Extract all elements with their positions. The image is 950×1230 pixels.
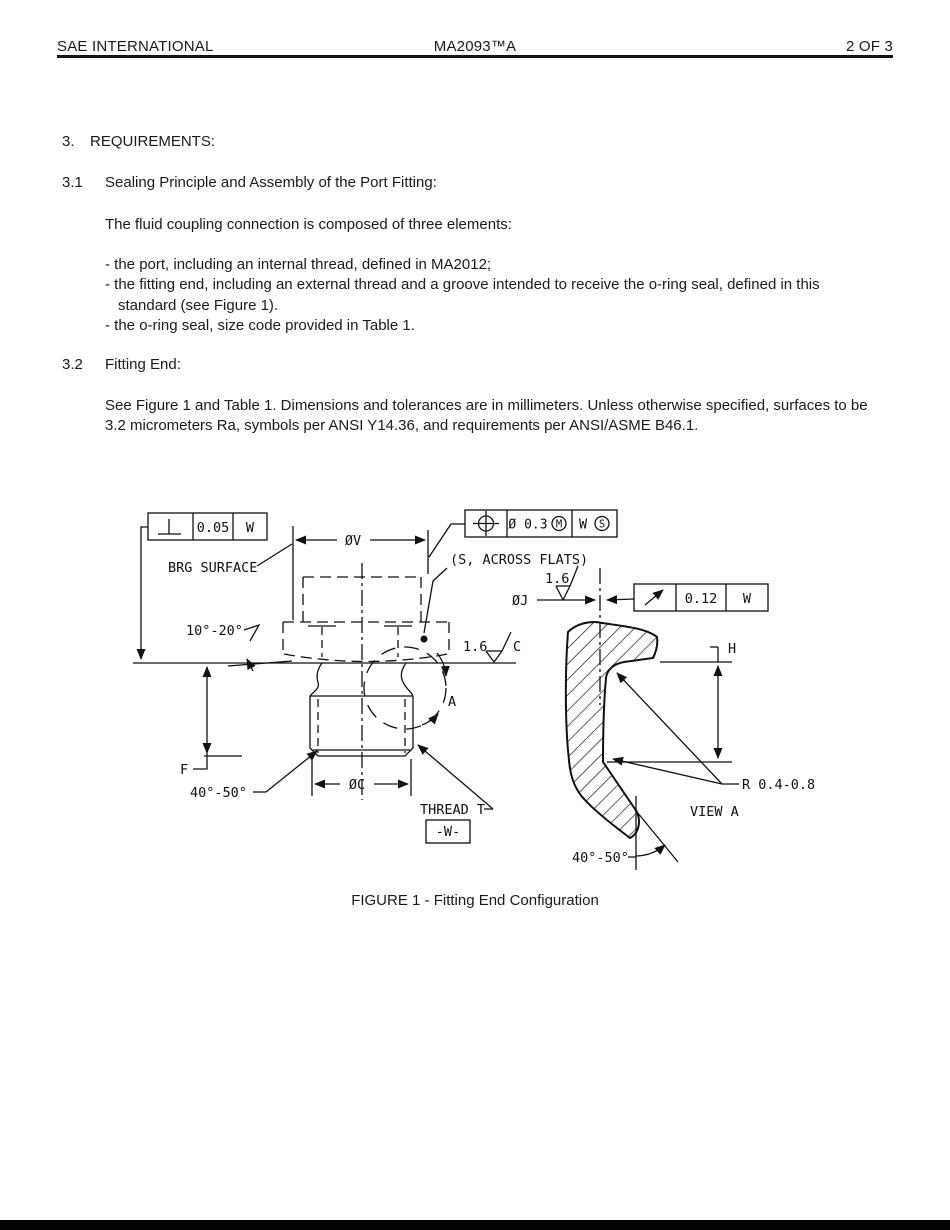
header-document-number: MA2093™A — [433, 38, 517, 55]
f-label: F — [180, 762, 189, 778]
section-3-heading — [62, 133, 215, 150]
fcf-perp-datum: W — [245, 520, 255, 536]
bullet-dash: - — [105, 276, 110, 294]
figure-1-drawing — [0, 500, 950, 900]
fcf-position-tolerance: Ø 0.3 — [508, 517, 548, 533]
bullet-dash: - — [105, 256, 110, 273]
fcf-perp-tolerance: 0.05 — [196, 520, 230, 536]
dimension-dia-j — [512, 566, 634, 609]
dia-v-label: ØV — [344, 533, 362, 549]
detail-a-label: A — [448, 694, 457, 710]
dimension-dia-v — [293, 526, 428, 620]
perpendicularity-icon — [158, 519, 181, 534]
neck-left-profile — [310, 663, 322, 696]
thread-t-label: THREAD T — [420, 802, 486, 818]
dimension-f — [180, 667, 242, 778]
scan-bottom-bar — [0, 1220, 950, 1230]
position-icon — [473, 511, 499, 536]
list-item — [105, 316, 877, 336]
neck-right-profile — [401, 663, 413, 696]
view-a-label: VIEW A — [690, 804, 739, 820]
section-3-1-heading — [62, 174, 437, 191]
fcf-position-datum: W — [579, 516, 588, 533]
section-outline-hatched — [566, 622, 657, 838]
across-flats-label: (S, ACROSS FLATS) — [450, 552, 589, 568]
dimension-angle-40-50-left — [190, 751, 317, 801]
fcf-position — [429, 510, 617, 557]
section-3-2-heading — [62, 356, 181, 373]
surface-finish-c — [463, 632, 521, 662]
angle-40-50-right-label: 40°-50° — [572, 850, 629, 866]
datum-w-symbol — [426, 820, 470, 843]
across-flats-leader-dot — [421, 636, 428, 643]
finish-j-value: 1.6 — [545, 571, 570, 587]
angle-10-20-label: 10°-20° — [186, 623, 243, 639]
fitting-front-view — [133, 510, 617, 843]
fcf-runout-datum: W — [742, 591, 752, 607]
intro-paragraph: The fluid coupling connection is composed of three elements: — [105, 216, 512, 233]
section-3-2-paragraph: See Figure 1 and Table 1. Dimensions and tolerances are in millimeters. Unless otherwise specified, surfaces to be 3.2 micrometers Ra, symbols per ANSI Y14.36, and requirements per ANSI/ASME B46.1. — [105, 397, 868, 435]
finish-c-value: 1.6 — [463, 639, 488, 655]
fcf-runout — [634, 584, 768, 611]
dimension-angle-10-20 — [186, 623, 292, 671]
header-rule — [57, 55, 893, 58]
radius-label: R 0.4-0.8 — [742, 777, 816, 793]
fcf-position-datum-modifier: S — [598, 518, 606, 531]
dia-c-label: ØC — [348, 777, 366, 793]
element-bullet-list — [105, 255, 877, 336]
view-a-section — [512, 566, 815, 870]
section-3-title: REQUIREMENTS: — [90, 133, 216, 150]
finish-c-datum: C — [513, 639, 522, 655]
thread-t-callout — [418, 745, 493, 818]
angle-40-50-left-label: 40°-50° — [190, 785, 247, 801]
brg-surface-leader — [257, 544, 292, 566]
fcf-perp-leader — [141, 527, 148, 659]
section-3-2-title: Fitting End: — [105, 356, 181, 373]
section-3-1-title: Sealing Principle and Assembly of the Port Fitting: — [105, 174, 437, 191]
runout-icon — [645, 590, 663, 605]
dia-j-label: ØJ — [512, 593, 529, 609]
section-3-number: 3. — [62, 133, 75, 150]
h-label: H — [728, 641, 737, 657]
header-left: SAE INTERNATIONAL — [57, 38, 214, 55]
surface-finish-icon — [486, 632, 511, 662]
bullet-1-text: the port, including an internal thread, defined in MA2012; — [114, 256, 492, 273]
section-3-2-number: 3.2 — [62, 356, 83, 373]
brg-surface-label: BRG SURFACE — [168, 560, 258, 576]
fcf-position-modifier: M — [555, 518, 563, 531]
header-page-number: 2 OF 3 — [845, 38, 893, 55]
datum-w-label: -W- — [435, 824, 461, 840]
section-3-1-number: 3.1 — [62, 174, 83, 191]
radius-callout — [613, 673, 815, 793]
list-item — [105, 275, 877, 316]
list-item — [105, 255, 877, 275]
hex-nut-outline — [283, 577, 449, 662]
fcf-runout-tolerance: 0.12 — [684, 591, 718, 607]
across-flats-leader — [424, 568, 447, 633]
figure-caption: FIGURE 1 - Fitting End Configuration — [351, 892, 599, 909]
bullet-3-text: the o-ring seal, size code provided in Table 1. — [114, 316, 415, 334]
bullet-2-text: the fitting end, including an external thread and a groove intended to receive the o-ring seal, defined in this standard (see Figure 1). — [114, 276, 820, 314]
bullet-dash: - — [105, 316, 110, 334]
